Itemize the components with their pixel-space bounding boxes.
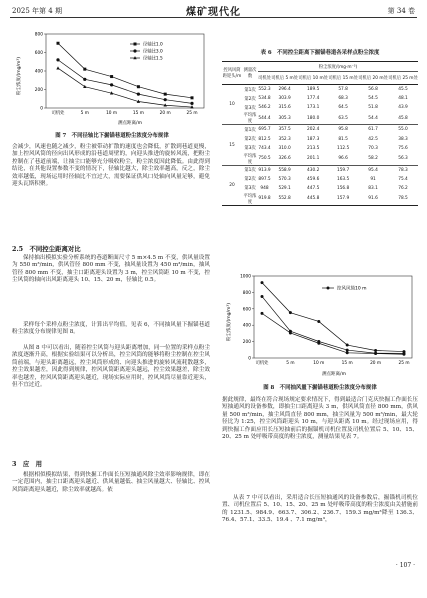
table-row (222, 193, 418, 206)
table-cell: 913.9 (258, 165, 271, 175)
table-cell: 68.3 (338, 96, 348, 102)
fig8-point (261, 295, 264, 298)
fig8-ytick-label: 0 (248, 356, 251, 362)
row-label-cell: 第1次 (242, 125, 258, 135)
table-row (222, 153, 418, 166)
table-cell: 45.8 (398, 115, 408, 121)
fig8-series-line (262, 313, 404, 354)
col-header-point: 司机后 20 m处 (358, 72, 388, 85)
col-header-count: 测量次数 (242, 62, 258, 85)
table-cell: 58.2 (368, 156, 378, 162)
table-cell: 54.4 (368, 115, 378, 121)
fig8-point (374, 352, 377, 355)
fig7-legend-label: 径轴比1.0 (143, 42, 163, 48)
fig7-frame (46, 34, 204, 108)
table-cell: 919.8 (258, 193, 271, 206)
fig8-point (346, 351, 349, 354)
fig7-point (137, 85, 140, 88)
right-paragraph-2: 从表 7 中可以看出，采用适合长压短抽通风的设备参数后，掘锚机司机位置、司机位置后 5、10、15、20、25 m 处呼吸带高度的粉尘浓度由关措施前的 1231.5、984.9、663.7、306.2、236.7、159.3 mg/m³降至 136.3、76.4、57.1、33.5、19.4 、7.1 mg/m³， (222, 495, 418, 524)
volume-label: 第 34 卷 (387, 7, 415, 15)
fig8-legend-label: 控风风筒10 m (337, 286, 367, 292)
table-cell: 177.4 (307, 96, 320, 102)
table-cell: 91.6 (358, 193, 388, 206)
col-header-dust: 粉尘浓度/(mg·m⁻³) (258, 62, 418, 72)
fig7-legend-marker (133, 49, 136, 52)
table-cell: 430.2 (298, 165, 328, 175)
table-cell: 61.7 (358, 125, 388, 135)
figure-7-chart (12, 26, 212, 126)
row-label-cell: 平均浓度 (243, 153, 257, 165)
table-cell: 56.3 (398, 156, 408, 162)
fig8-xlabel: 测点距离/m (322, 372, 346, 377)
fig7-point (83, 85, 86, 88)
row-label-cell: 第2次 (244, 137, 256, 143)
table-cell: 570.3 (278, 176, 291, 182)
fig7-point (83, 68, 86, 71)
fig8-point (317, 320, 320, 323)
table-cell: 189.5 (307, 87, 320, 93)
table-cell: 352.3 (278, 136, 291, 142)
table-row (222, 94, 418, 103)
fig7-legend-label: 径轴比3.0 (143, 49, 163, 55)
journal-title: 煤矿现代化 (186, 7, 241, 18)
fig7-point (57, 42, 60, 45)
table-cell: 75.4 (398, 176, 408, 182)
table-cell: 305.3 (278, 115, 291, 121)
table-cell: 157.9 (328, 193, 358, 206)
row-label-cell: 第3次 (244, 186, 256, 192)
fig7-xtick-label: 10 m (106, 111, 118, 116)
header-rule (10, 17, 417, 18)
table-cell: 48.1 (398, 96, 408, 102)
group-distance-cell: 20 (222, 165, 242, 205)
fig8-point (346, 344, 349, 347)
table-cell: 315.6 (278, 105, 291, 111)
group-distance-cell: 15 (222, 125, 242, 165)
fig8-ytick-label: 1000 (240, 274, 251, 280)
fig7-xtick-label: 15 m (132, 111, 144, 116)
fig8-plot-area (240, 274, 412, 367)
issue-label: 2025 年第 4 期 (12, 7, 62, 15)
fig7-point (110, 75, 113, 78)
page-number: · 107 · (395, 562, 415, 569)
section-3-heading: 3 应 用 (12, 460, 43, 468)
table-6 (222, 61, 418, 206)
table-cell: 213.5 (307, 145, 320, 151)
table-cell: 173.1 (307, 105, 320, 111)
table-cell: 695.7 (258, 125, 271, 135)
table-cell: 54.5 (368, 96, 378, 102)
fig7-xtick-label: 司机处 (51, 111, 65, 116)
table-cell: 357.5 (271, 125, 298, 135)
table-cell: 326.6 (278, 156, 291, 162)
table-6-caption: 表 6 不同控尘距离下掘锚巷道各采样点粉尘浓度 (260, 50, 380, 56)
table-cell: 57.8 (338, 87, 348, 93)
table-cell: 51.8 (368, 105, 378, 111)
table-cell: 948 (260, 185, 269, 191)
table-row (222, 125, 418, 135)
row-label-cell: 第3次 (244, 105, 256, 111)
table-cell: 534.8 (258, 96, 271, 102)
fig8-ytick-label: 400 (242, 323, 251, 329)
fig7-ytick-label: 600 (34, 51, 43, 56)
figure-8-caption: 图 8 不同抽风量下掘锚巷道粉尘浓度分布规律 (263, 385, 377, 391)
fig8-point (346, 349, 349, 352)
fig8-legend-marker (327, 287, 330, 290)
table-cell: 310.0 (278, 145, 291, 151)
col-header-point: 司机处 (258, 72, 271, 85)
fig7-point (56, 66, 59, 69)
table-cell: 64.5 (338, 105, 348, 111)
fig7-ylabel: 粉尘浓度/(mg/m³) (17, 57, 22, 95)
col-header-point: 司机后 15 m处 (328, 72, 358, 85)
fig7-point (56, 58, 59, 61)
fig7-point (110, 83, 113, 86)
table-cell: 63.5 (338, 115, 348, 121)
table-cell: 78.3 (388, 165, 418, 175)
table-cell: 552.8 (271, 193, 298, 206)
table-row (222, 85, 418, 95)
fig7-legend-label: 径轴比1.5 (143, 56, 163, 62)
table-cell: 95.8 (328, 125, 358, 135)
left-paragraph-1: 会减少，风速也随之减少，粉尘被带动扩散的速度也会降低，扩散到巷道更慢，加上控风风筒的径向出风形成的沿巷道周壁的，向迎头推进的旋转风流，把粉尘控制在了巷道前端，让抽尘口能够充分吸收粉尘，粉尘浓度因此降低。由此得到结论，在其他设置参数不变的情况下，径轴比越大，除尘效率越高，反之，除尘效率越低，现场运用时径轴比不宜过大，需要保证供风口处轴向风量足够，避免迎头瓦斯积聚。 (12, 144, 210, 188)
table-row (222, 144, 418, 153)
table-cell: 296.4 (278, 87, 291, 93)
fig7-ytick-label: 200 (34, 88, 43, 93)
table-cell: 56.8 (368, 87, 378, 93)
left-paragraph-2: 保持抽出模拟实验分析系统的巷道断面尺寸 5 m×4.5 m 不变，供风量设置为 550 m³/min，供风管径 800 mm 不变，抽风量设置为 450 m³/min，抽风管径 800 mm 不变，抽尘口距离迎头设置为 3 m，控尘风筒距 10 m 不变，控尘风筒的轴向出风距离迎头 10、15、20 m，径轴比 0.5。 (12, 255, 210, 284)
fig7-point (137, 93, 140, 96)
table-cell: 743.4 (258, 145, 271, 151)
fig8-point (289, 311, 292, 314)
fig8-point (261, 281, 264, 284)
col-header-point: 司机后 5 m处 (271, 72, 298, 85)
table-cell: 43.9 (398, 105, 408, 111)
fig7-legend (130, 41, 163, 62)
table-cell: 112.5 (336, 145, 350, 151)
fig7-legend-marker (134, 43, 137, 46)
table-cell: 445.8 (298, 193, 328, 206)
row-label-cell: 平均浓度 (243, 193, 257, 205)
fig7-ytick-label: 400 (34, 69, 43, 75)
table-cell: 529.1 (278, 185, 291, 191)
table-cell: 303.9 (278, 96, 291, 102)
table-cell: 558.9 (271, 165, 298, 175)
table-cell: 55.0 (388, 125, 418, 135)
figure-7-caption: 图 7 不同径轴比下掘锚巷道粉尘浓度分布规律 (55, 133, 169, 139)
table-cell: 163.5 (336, 176, 350, 182)
table-cell: 447.5 (307, 185, 320, 191)
fig7-xlabel: 测点距离/m (118, 121, 142, 126)
table-cell: 159.7 (328, 165, 358, 175)
figure-8-chart (222, 270, 418, 378)
table-cell: 78.5 (388, 193, 418, 206)
table-cell: 187.3 (307, 136, 320, 142)
fig7-plot-area (35, 32, 204, 117)
fig8-ytick-label: 800 (242, 290, 251, 296)
fig7-xtick-label: 20 m (159, 111, 171, 116)
table-cell: 45.5 (398, 87, 408, 93)
fig7-ytick-label: 800 (34, 32, 43, 38)
right-paragraph-1: 据此规律，最终在符合现场规定要求情况下，得到最适合门克庆快掘工作面长压短抽通风的设备参数，即抽尘口距离迎头 3 m，供风风筒直径 800 mm，供风量 500 m³/min，抽尘风筒直径 800 mm，抽尘风量为 500 m³/min，最大轮径比为 1:25，控尘风筒距迎头 10 m，与迎头距离 10 m。经过现场应用，得到快掘工作面应用长压短抽前后的掘锚机司机位置及司机位置后 5、10、15、20、25 m 处呼吸带高度的粉尘浓度，测量结果见表 7。 (222, 397, 418, 441)
fig8-ylabel: 粉尘浓度/(mg/m³) (227, 303, 232, 341)
section-2-5-heading: 2.5 不同控尘距离对比 (12, 245, 81, 253)
table-cell: 91 (370, 176, 376, 182)
row-label-cell: 第1次 (242, 165, 258, 175)
table-cell: 76.2 (398, 185, 408, 191)
table-cell: 81.5 (338, 136, 348, 142)
table-cell: 96.6 (338, 156, 348, 162)
table-row (222, 165, 418, 175)
table-cell: 552.3 (258, 87, 271, 93)
group-distance-cell: 10 (229, 102, 235, 108)
row-label-cell: 第2次 (244, 96, 256, 102)
table-cell: 546.2 (258, 105, 271, 111)
fig7-ytick-label: 0 (40, 106, 43, 112)
table-row (222, 112, 418, 125)
table-cell: 180.0 (307, 115, 320, 121)
fig8-point (317, 340, 320, 343)
table-cell: 95.4 (358, 165, 388, 175)
table-row (222, 134, 418, 143)
fig7-point (164, 98, 167, 101)
fig7-xtick-label: 25 m (186, 111, 198, 116)
row-label-cell: 第2次 (244, 177, 256, 183)
table-cell: 42.5 (368, 136, 378, 142)
table-cell: 459.6 (307, 176, 320, 182)
fig7-point (191, 96, 194, 99)
fig8-series-line (262, 283, 404, 352)
table-cell: 750.5 (258, 156, 271, 162)
left-paragraph-4: 从图 8 中可以看出，随着控尘风筒与迎头距离增加，同一位置的采样点粉尘浓度逐渐升高，根据实验结果可以分析出，控尘风筒的能够将粉尘控制在控尘风筒前端，与迎头距离越远，控尘风筒形成的、向迎头推进的旋转风流耗散越多，控尘效果越差，因此得到规律，控风风筒距离迎头越远，控尘效果越差，除尘效率也越差，控风风筒距离迎头越近，现场实际应用时，控风风筒尽量靠近迎头，但不宜过近。 (12, 345, 210, 389)
fig8-point (289, 330, 292, 333)
fig8-xtick-label: 25 m (398, 361, 410, 366)
col-header-distance: 控风风筒距迎头/m (222, 62, 242, 85)
fig8-point (374, 349, 377, 352)
row-label-cell: 第1次 (244, 87, 256, 93)
fig8-xtick-label: 20 m (370, 361, 382, 366)
fig8-xtick-label: 司机处 (255, 361, 269, 366)
row-label-cell: 第3次 (244, 146, 256, 152)
fig8-xtick-label: 15 m (341, 361, 353, 366)
col-header-point: 司机后 25 m处 (388, 72, 418, 85)
left-paragraph-5: 根据相似模拟结果，得到快掘工作面长压短抽通风除尘效率影响规律，即在一定范围内，抽尘口距离迎头越近、供风量越低、抽尘风量越大、径轴比、控风风筒距离迎头越近，除尘效率就越高。依 (12, 472, 210, 493)
table-cell: 83.1 (368, 185, 378, 191)
fig7-point (164, 93, 167, 96)
fig8-point (261, 312, 264, 315)
table-cell: 812.5 (258, 136, 271, 142)
fig8-xtick-label: 10 m (313, 361, 325, 366)
table-row (222, 175, 418, 184)
fig7-point (190, 102, 193, 105)
left-paragraph-3: 采样每个采样点粉尘浓度，计算出平均值，见表 6，不同抽风量下掘锚巷道粉尘浓度分布规律见图 8。 (12, 322, 210, 336)
table-cell: 202.4 (298, 125, 328, 135)
fig8-point (403, 350, 406, 353)
fig7-point (83, 78, 86, 81)
table-cell: 544.4 (258, 115, 271, 121)
table-cell: 897.5 (258, 176, 271, 182)
fig8-ytick-label: 600 (242, 307, 251, 313)
table-cell: 156.8 (336, 185, 350, 191)
row-label-cell: 平均浓度 (243, 113, 257, 125)
table-cell: 70.3 (368, 145, 378, 151)
table-row (222, 103, 418, 112)
fig8-ytick-label: 200 (242, 340, 251, 346)
col-header-point: 司机后 10 m处 (298, 72, 328, 85)
table-row (222, 184, 418, 193)
fig7-xtick-label: 5 m (80, 111, 89, 116)
table-cell: 75.6 (398, 145, 408, 151)
fig8-xtick-label: 5 m (286, 361, 295, 366)
table-cell: 38.3 (398, 136, 408, 142)
table-cell: 201.1 (307, 156, 320, 162)
